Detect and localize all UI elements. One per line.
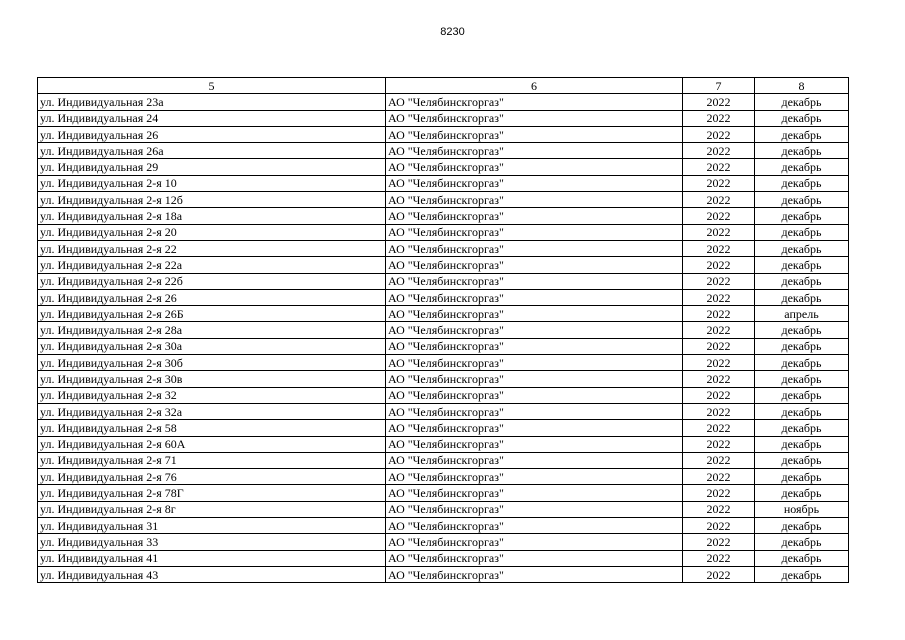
organization-cell: АО "Челябинскгоргаз" xyxy=(386,306,683,322)
organization-cell: АО "Челябинскгоргаз" xyxy=(386,469,683,485)
table-row xyxy=(38,387,849,403)
register-table xyxy=(37,77,849,583)
table-row xyxy=(38,501,849,517)
year-cell: 2022 xyxy=(683,501,755,517)
year-cell: 2022 xyxy=(683,550,755,566)
month-cell: декабрь xyxy=(755,175,849,191)
organization-cell: АО "Челябинскгоргаз" xyxy=(386,289,683,305)
column-header-7: 7 xyxy=(683,78,755,94)
table-row xyxy=(38,403,849,419)
address-cell: ул. Индивидуальная 2-я 12б xyxy=(38,192,386,208)
year-cell: 2022 xyxy=(683,518,755,534)
month-cell: декабрь xyxy=(755,534,849,550)
month-cell: декабрь xyxy=(755,208,849,224)
year-cell: 2022 xyxy=(683,534,755,550)
year-cell: 2022 xyxy=(683,192,755,208)
organization-cell: АО "Челябинскгоргаз" xyxy=(386,94,683,110)
organization-cell: АО "Челябинскгоргаз" xyxy=(386,322,683,338)
table-row xyxy=(38,273,849,289)
table-row xyxy=(38,94,849,110)
organization-cell: АО "Челябинскгоргаз" xyxy=(386,403,683,419)
organization-cell: АО "Челябинскгоргаз" xyxy=(386,192,683,208)
table-row xyxy=(38,175,849,191)
address-cell: ул. Индивидуальная 2-я 20 xyxy=(38,224,386,240)
month-cell: декабрь xyxy=(755,387,849,403)
month-cell: декабрь xyxy=(755,338,849,354)
year-cell: 2022 xyxy=(683,420,755,436)
table-row xyxy=(38,436,849,452)
year-cell: 2022 xyxy=(683,94,755,110)
organization-cell: АО "Челябинскгоргаз" xyxy=(386,273,683,289)
year-cell: 2022 xyxy=(683,485,755,501)
organization-cell: АО "Челябинскгоргаз" xyxy=(386,240,683,256)
header-row xyxy=(38,78,849,94)
organization-cell: АО "Челябинскгоргаз" xyxy=(386,338,683,354)
year-cell: 2022 xyxy=(683,143,755,159)
address-cell: ул. Индивидуальная 2-я 26Б xyxy=(38,306,386,322)
year-cell: 2022 xyxy=(683,452,755,468)
table-row xyxy=(38,240,849,256)
month-cell: декабрь xyxy=(755,159,849,175)
table-row xyxy=(38,518,849,534)
table-row xyxy=(38,452,849,468)
month-cell: декабрь xyxy=(755,94,849,110)
column-header-5: 5 xyxy=(38,78,386,94)
table-row xyxy=(38,420,849,436)
address-cell: ул. Индивидуальная 2-я 22а xyxy=(38,257,386,273)
month-cell: декабрь xyxy=(755,420,849,436)
address-cell: ул. Индивидуальная 2-я 71 xyxy=(38,452,386,468)
table-row xyxy=(38,208,849,224)
table-row xyxy=(38,469,849,485)
month-cell: декабрь xyxy=(755,485,849,501)
month-cell: апрель xyxy=(755,306,849,322)
address-cell: ул. Индивидуальная 2-я 32 xyxy=(38,387,386,403)
table-row xyxy=(38,322,849,338)
organization-cell: АО "Челябинскгоргаз" xyxy=(386,550,683,566)
month-cell: декабрь xyxy=(755,371,849,387)
table-row xyxy=(38,371,849,387)
address-cell: ул. Индивидуальная 33 xyxy=(38,534,386,550)
year-cell: 2022 xyxy=(683,240,755,256)
address-cell: ул. Индивидуальная 2-я 78Г xyxy=(38,485,386,501)
year-cell: 2022 xyxy=(683,355,755,371)
table-row xyxy=(38,257,849,273)
address-cell: ул. Индивидуальная 2-я 28а xyxy=(38,322,386,338)
table-row xyxy=(38,306,849,322)
month-cell: декабрь xyxy=(755,240,849,256)
month-cell: декабрь xyxy=(755,126,849,142)
year-cell: 2022 xyxy=(683,126,755,142)
year-cell: 2022 xyxy=(683,159,755,175)
organization-cell: АО "Челябинскгоргаз" xyxy=(386,208,683,224)
page-number: 8230 xyxy=(440,26,465,38)
year-cell: 2022 xyxy=(683,436,755,452)
table-row xyxy=(38,224,849,240)
month-cell: декабрь xyxy=(755,273,849,289)
year-cell: 2022 xyxy=(683,110,755,126)
address-cell: ул. Индивидуальная 2-я 30а xyxy=(38,338,386,354)
address-cell: ул. Индивидуальная 41 xyxy=(38,550,386,566)
address-cell: ул. Индивидуальная 2-я 60А xyxy=(38,436,386,452)
table-row xyxy=(38,159,849,175)
year-cell: 2022 xyxy=(683,403,755,419)
table-body xyxy=(38,94,849,583)
address-cell: ул. Индивидуальная 2-я 22б xyxy=(38,273,386,289)
year-cell: 2022 xyxy=(683,257,755,273)
address-cell: ул. Индивидуальная 2-я 10 xyxy=(38,175,386,191)
table-row xyxy=(38,566,849,582)
table-row xyxy=(38,143,849,159)
organization-cell: АО "Челябинскгоргаз" xyxy=(386,257,683,273)
table-row xyxy=(38,485,849,501)
address-cell: ул. Индивидуальная 29 xyxy=(38,159,386,175)
address-cell: ул. Индивидуальная 2-я 8г xyxy=(38,501,386,517)
month-cell: декабрь xyxy=(755,550,849,566)
organization-cell: АО "Челябинскгоргаз" xyxy=(386,159,683,175)
year-cell: 2022 xyxy=(683,208,755,224)
table-row xyxy=(38,534,849,550)
organization-cell: АО "Челябинскгоргаз" xyxy=(386,387,683,403)
month-cell: декабрь xyxy=(755,257,849,273)
organization-cell: АО "Челябинскгоргаз" xyxy=(386,175,683,191)
year-cell: 2022 xyxy=(683,224,755,240)
table-row xyxy=(38,338,849,354)
year-cell: 2022 xyxy=(683,469,755,485)
month-cell: декабрь xyxy=(755,469,849,485)
column-header-8: 8 xyxy=(755,78,849,94)
table-row xyxy=(38,550,849,566)
organization-cell: АО "Челябинскгоргаз" xyxy=(386,518,683,534)
address-cell: ул. Индивидуальная 26 xyxy=(38,126,386,142)
year-cell: 2022 xyxy=(683,387,755,403)
address-cell: ул. Индивидуальная 31 xyxy=(38,518,386,534)
table-row xyxy=(38,289,849,305)
month-cell: декабрь xyxy=(755,289,849,305)
organization-cell: АО "Челябинскгоргаз" xyxy=(386,355,683,371)
organization-cell: АО "Челябинскгоргаз" xyxy=(386,110,683,126)
table-row xyxy=(38,355,849,371)
month-cell: декабрь xyxy=(755,403,849,419)
address-cell: ул. Индивидуальная 2-я 32а xyxy=(38,403,386,419)
month-cell: декабрь xyxy=(755,566,849,582)
organization-cell: АО "Челябинскгоргаз" xyxy=(386,452,683,468)
organization-cell: АО "Челябинскгоргаз" xyxy=(386,371,683,387)
address-cell: ул. Индивидуальная 24 xyxy=(38,110,386,126)
organization-cell: АО "Челябинскгоргаз" xyxy=(386,436,683,452)
month-cell: декабрь xyxy=(755,143,849,159)
year-cell: 2022 xyxy=(683,338,755,354)
month-cell: ноябрь xyxy=(755,501,849,517)
year-cell: 2022 xyxy=(683,175,755,191)
organization-cell: АО "Челябинскгоргаз" xyxy=(386,485,683,501)
table-row xyxy=(38,110,849,126)
address-cell: ул. Индивидуальная 2-я 58 xyxy=(38,420,386,436)
year-cell: 2022 xyxy=(683,371,755,387)
year-cell: 2022 xyxy=(683,566,755,582)
month-cell: декабрь xyxy=(755,322,849,338)
month-cell: декабрь xyxy=(755,518,849,534)
organization-cell: АО "Челябинскгоргаз" xyxy=(386,143,683,159)
address-cell: ул. Индивидуальная 43 xyxy=(38,566,386,582)
year-cell: 2022 xyxy=(683,322,755,338)
address-cell: ул. Индивидуальная 23а xyxy=(38,94,386,110)
organization-cell: АО "Челябинскгоргаз" xyxy=(386,126,683,142)
month-cell: декабрь xyxy=(755,224,849,240)
month-cell: декабрь xyxy=(755,355,849,371)
year-cell: 2022 xyxy=(683,273,755,289)
year-cell: 2022 xyxy=(683,289,755,305)
organization-cell: АО "Челябинскгоргаз" xyxy=(386,534,683,550)
address-cell: ул. Индивидуальная 2-я 30в xyxy=(38,371,386,387)
table-row xyxy=(38,126,849,142)
address-cell: ул. Индивидуальная 2-я 76 xyxy=(38,469,386,485)
month-cell: декабрь xyxy=(755,452,849,468)
address-cell: ул. Индивидуальная 2-я 26 xyxy=(38,289,386,305)
month-cell: декабрь xyxy=(755,436,849,452)
address-cell: ул. Индивидуальная 2-я 30б xyxy=(38,355,386,371)
address-cell: ул. Индивидуальная 2-я 18а xyxy=(38,208,386,224)
year-cell: 2022 xyxy=(683,306,755,322)
organization-cell: АО "Челябинскгоргаз" xyxy=(386,420,683,436)
month-cell: декабрь xyxy=(755,192,849,208)
address-cell: ул. Индивидуальная 2-я 22 xyxy=(38,240,386,256)
column-header-6: 6 xyxy=(386,78,683,94)
organization-cell: АО "Челябинскгоргаз" xyxy=(386,224,683,240)
address-cell: ул. Индивидуальная 26а xyxy=(38,143,386,159)
organization-cell: АО "Челябинскгоргаз" xyxy=(386,566,683,582)
table-row xyxy=(38,192,849,208)
organization-cell: АО "Челябинскгоргаз" xyxy=(386,501,683,517)
month-cell: декабрь xyxy=(755,110,849,126)
